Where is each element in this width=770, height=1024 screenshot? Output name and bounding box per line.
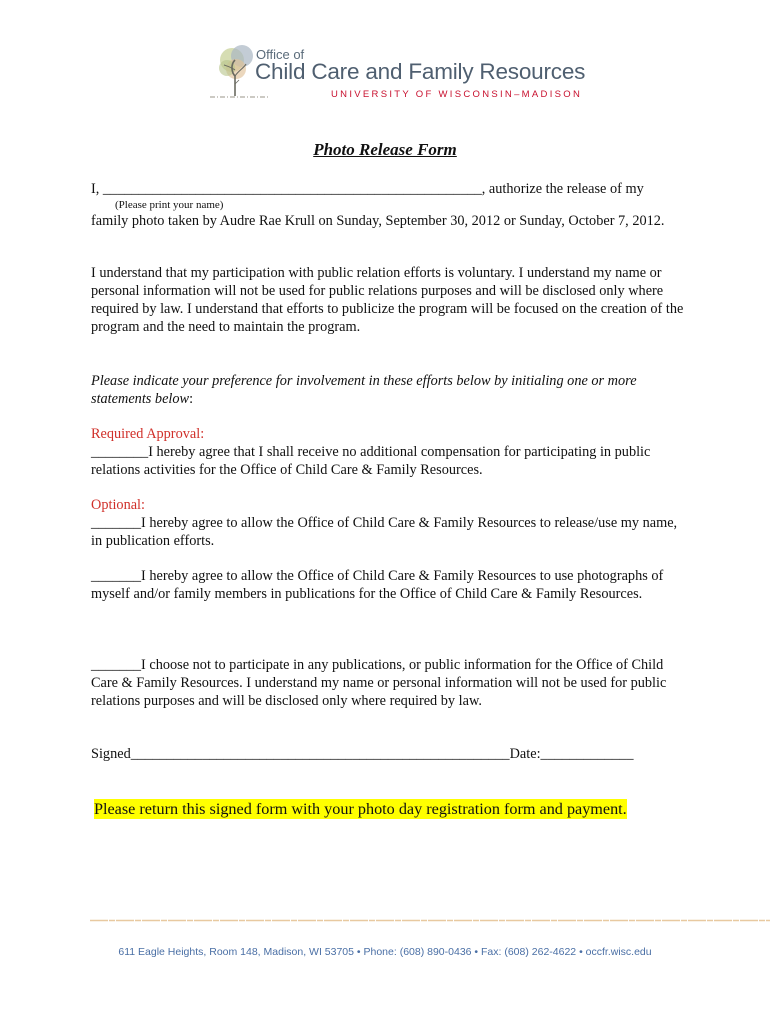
- return-notice: Please return this signed form with your photo day registration form and payment.: [94, 800, 627, 818]
- authorize-line: I, _____________________________________________________, authorize the release of my: [91, 181, 644, 197]
- print-name-hint: (Please print your name): [115, 199, 224, 211]
- logo-university: UNIVERSITY OF WISCONSIN–MADISON: [331, 89, 583, 100]
- logo-org-name: Child Care and Family Resources: [255, 59, 586, 84]
- optional-statement-3: _______I choose not to participate in any publications, or public information for the Office of Child Care & Family Resources. I understand my name or personal information will not be used for public relations purposes and will be disclosed only where required by law.: [91, 657, 667, 709]
- signature-date-line: Signed_____________________________________________________Date:_____________: [91, 746, 634, 762]
- footer-divider: [90, 919, 770, 922]
- optional-statement-1: _______I hereby agree to allow the Office of Child Care & Family Resources to release/use my name, in publication efforts.: [91, 515, 678, 549]
- preference-prompt-colon: :: [189, 391, 194, 407]
- required-statement: ________I hereby agree that I shall receive no additional compensation for participating in public relations activities for the Office of Child Care & Family Resources.: [91, 444, 651, 478]
- photo-taken-line: family photo taken by Audre Rae Krull on Sunday, September 30, 2012 or Sunday, October 7, 2012.: [91, 213, 665, 229]
- preference-prompt-text: Please indicate your preference for involvement in these efforts below by initialing one or more statements below: [91, 373, 637, 407]
- logo-office-of: Office of: [256, 47, 305, 62]
- preference-prompt: [91, 372, 691, 408]
- optional-label: Optional:: [91, 497, 146, 513]
- footer-contact: 611 Eagle Heights, Room 148, Madison, WI 53705 • Phone: (608) 890-0436 • Fax: (608) 262-4622 • occfr.wisc.edu: [118, 946, 652, 958]
- understand-paragraph: I understand that my participation with public relation efforts is voluntary. I understand my name or personal information will not be used for public relations purposes and will be disclosed only where required by law. I understand that efforts to publicize the program will be focused on the creation of the program and the need to maintain the program.: [91, 265, 684, 335]
- required-label: Required Approval:: [91, 426, 205, 442]
- form-title: Photo Release Form: [313, 140, 457, 159]
- header-logo: [208, 40, 586, 102]
- optional-statement-2: _______I hereby agree to allow the Office of Child Care & Family Resources to use photographs of myself and/or family members in publications for the Office of Child Care & Family Resources.: [91, 568, 664, 602]
